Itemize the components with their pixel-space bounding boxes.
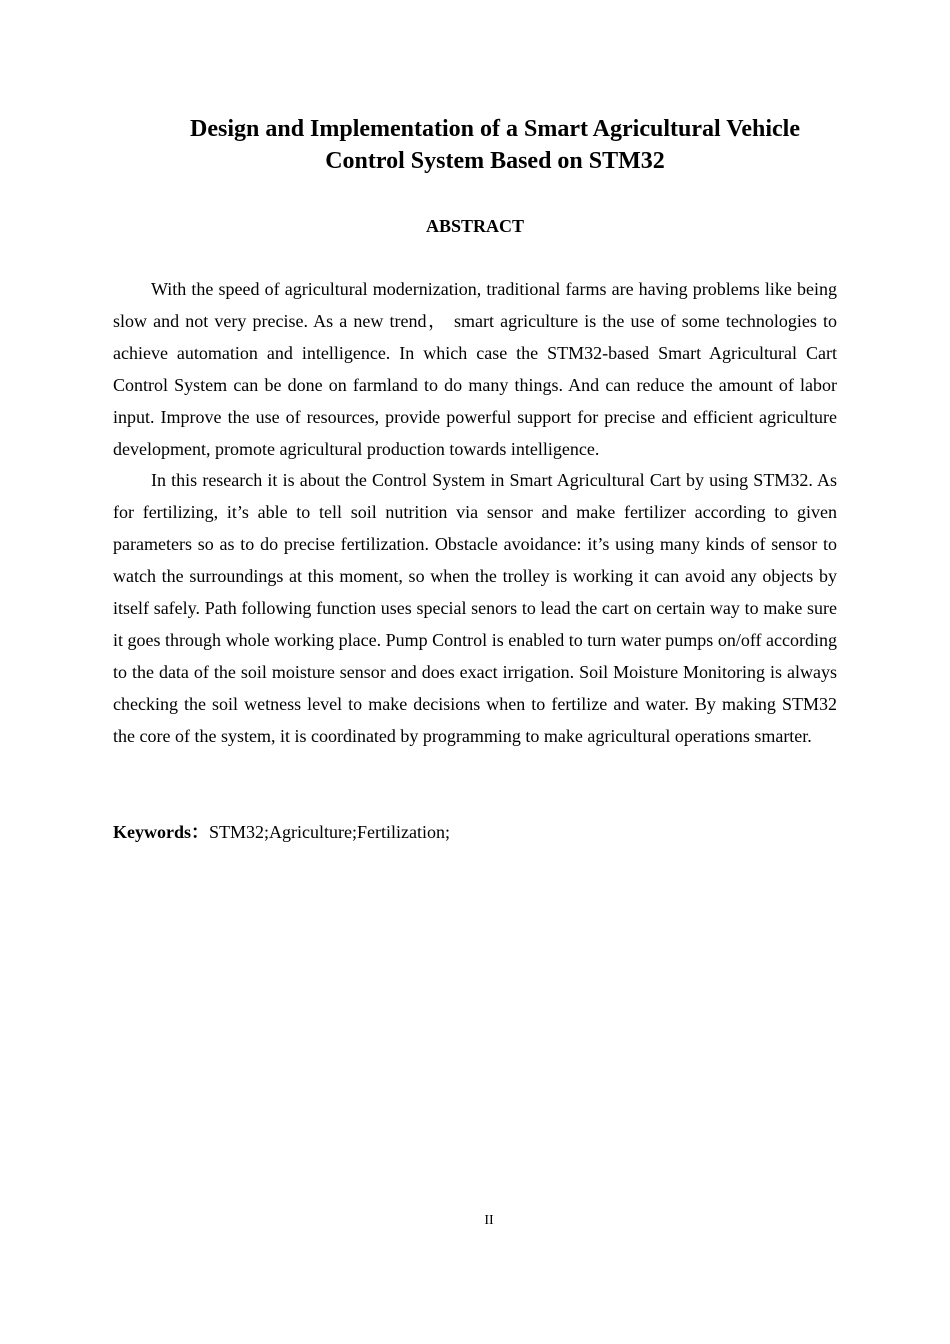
abstract-body [113,274,837,753]
keywords-line [113,820,450,844]
document-title [100,113,890,177]
keywords-value: STM32;Agriculture;Fertilization; [209,822,450,842]
title-line-2: Control System Based on STM32 [325,148,665,174]
abstract-heading: ABSTRACT [425,216,525,236]
title-line-1: Design and Implementation of a Smart Agricultural Vehicle [190,116,800,142]
page-number: II [484,1213,494,1228]
abstract-paragraph-1: With the speed of agricultural modernization, traditional farms are having problems like being slow and not very precise. As a new trend， smart agriculture is the use of some technologies to achieve automation and intelligence. In which case the STM32-based Smart Agricultural Cart Control System can be done on farmland to do many things. And can reduce the amount of labor input. Improve the use of resources, provide powerful support for precise and efficient agriculture development, promote agricultural production towards intelligence. [113,279,837,459]
abstract-paragraph-2: In this research it is about the Control System in Smart Agricultural Cart by using STM32. As for fertilizing, it’s able to tell soil nutrition via sensor and make fertilizer according to given parameters so as to do precise fertilization. Obstacle avoidance: it’s using many kinds of sensor to watch the surroundings at this moment, so when the trolley is working it can avoid any objects by itself safely. Path following function uses special senors to lead the cart on certain way to make sure it goes through whole working place. Pump Control is enabled to turn water pumps on/off according to the data of the soil moisture sensor and does exact irrigation. Soil Moisture Monitoring is always checking the soil wetness level to make decisions when to fertilize and water. By making STM32 the core of the system, it is coordinated by programming to make agricultural operations smarter. [113,470,837,746]
keywords-label: Keywords： [113,822,209,842]
